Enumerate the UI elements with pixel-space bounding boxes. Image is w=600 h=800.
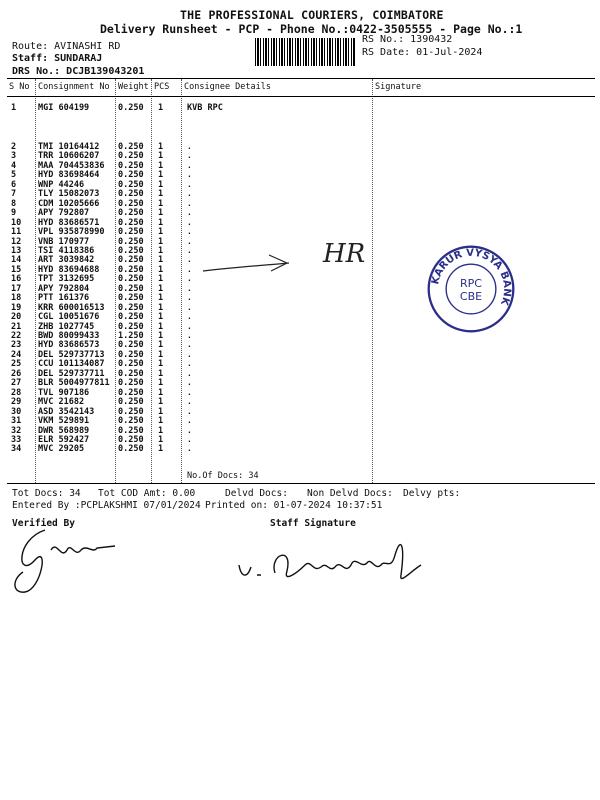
- row-pcs: 1: [158, 198, 164, 209]
- barcode: [255, 38, 355, 66]
- row-pcs: 1: [158, 227, 164, 238]
- row-sno: 7: [11, 189, 17, 200]
- row-consignment-no: APY 792804: [38, 283, 90, 294]
- row-sno: 32: [11, 425, 22, 436]
- col-weight: Weight: [118, 82, 149, 92]
- row-consignment-no: ART 3039842: [38, 255, 95, 266]
- row-weight: 0.250: [118, 160, 144, 171]
- row-consignee-details: .: [187, 434, 192, 444]
- row-sno: 19: [11, 302, 22, 313]
- verifier-signature: [5, 520, 125, 600]
- row-consignee-details: .: [187, 293, 192, 303]
- row-weight: 0.250: [118, 444, 144, 455]
- row-sno: 25: [11, 359, 22, 370]
- row-consignment-no: ZHB 1027745: [38, 321, 95, 332]
- row-sno: 14: [11, 255, 22, 266]
- row-weight: 0.250: [118, 359, 144, 370]
- row-sno: 30: [11, 406, 22, 417]
- row-weight: 0.250: [118, 293, 144, 304]
- row-consignee-details: .: [187, 340, 192, 350]
- row-consignee-details: .: [187, 217, 192, 227]
- row-pcs: 1: [158, 321, 164, 332]
- row-pcs: 1: [158, 406, 164, 417]
- row-consignee-details: .: [187, 321, 192, 331]
- row-sno: 28: [11, 387, 22, 398]
- row-consignee-details: .: [187, 359, 192, 369]
- row-sno: 26: [11, 368, 22, 379]
- row-weight: 0.250: [118, 283, 144, 294]
- row-weight: 0.250: [118, 321, 144, 332]
- row-consignee-details: .: [187, 264, 192, 274]
- row-weight: 0.250: [118, 312, 144, 323]
- row-weight: 0.250: [118, 179, 144, 190]
- row-weight: 0.250: [118, 142, 144, 152]
- row-sno: 29: [11, 397, 22, 408]
- row-weight: 0.250: [118, 255, 144, 266]
- runsheet-table: [7, 78, 595, 484]
- row-consignee-details: .: [187, 179, 192, 189]
- row-consignment-no: TLY 15082073: [38, 189, 100, 200]
- row-consignment-no: MVC 29205: [38, 444, 85, 455]
- bank-stamp: [425, 243, 517, 335]
- row-pcs: 1: [158, 283, 164, 294]
- row-sno: 21: [11, 321, 22, 332]
- entered-by: Entered By :PCPLAKSHMI 07/01/2024: [12, 500, 201, 511]
- staff: Staff: SUNDARAJ: [12, 53, 103, 64]
- row-consignment-no: VPL 935878990: [38, 227, 105, 238]
- row-sno: 17: [11, 283, 22, 294]
- row-consignee-details: .: [187, 378, 192, 388]
- row-sno: 24: [11, 349, 22, 360]
- row-consignment-no: BLR 5004977811: [38, 378, 110, 389]
- row-consignee-details: .: [187, 151, 192, 161]
- row-consignee-details: .: [187, 331, 192, 340]
- row-pcs: 1: [158, 312, 164, 323]
- total-cod: Tot COD Amt: 0.00: [98, 488, 196, 499]
- row-consignment-no: TPT 3132695: [38, 274, 95, 285]
- row-weight: 1.250: [118, 331, 144, 341]
- row-consignee-details: .: [187, 425, 192, 435]
- row-pcs: 1: [158, 103, 164, 113]
- table-header: [7, 79, 595, 97]
- row-pcs: 1: [158, 378, 164, 389]
- row-weight: 0.250: [118, 198, 144, 209]
- row-consignment-no: MVC 21682: [38, 397, 85, 408]
- row-weight: 0.250: [118, 387, 144, 398]
- row-consignee-details: .: [187, 170, 192, 180]
- row-weight: 0.250: [118, 397, 144, 408]
- row-sno: 2: [11, 142, 17, 152]
- row-sno: 27: [11, 378, 22, 389]
- row-pcs: 1: [158, 255, 164, 266]
- no-of-docs: No.Of Docs: 34: [187, 471, 259, 481]
- col-signature: Signature: [375, 82, 422, 92]
- row-weight: 0.250: [118, 170, 144, 181]
- row-weight: 0.250: [118, 425, 144, 436]
- row-weight: 0.250: [118, 189, 144, 200]
- row-consignment-no: APY 792807: [38, 208, 90, 219]
- row-pcs: 1: [158, 397, 164, 408]
- col-consignment: Consignment No: [38, 82, 110, 92]
- row-weight: 0.250: [118, 217, 144, 228]
- row-consignment-no: VNB 170977: [38, 236, 90, 247]
- row-sno: 6: [11, 179, 17, 190]
- row-consignment-no: TVL 907186: [38, 387, 90, 398]
- row-consignment-no: DEL 529737713: [38, 349, 105, 360]
- row-pcs: 1: [158, 160, 164, 171]
- row-consignee-details: .: [187, 255, 192, 265]
- row-pcs: 1: [158, 387, 164, 398]
- col-consignee: Consignee Details: [184, 82, 271, 92]
- row-weight: 0.250: [118, 208, 144, 219]
- row-consignee-details: .: [187, 368, 192, 378]
- row-consignment-no: MAA 704453836: [38, 160, 105, 171]
- row-weight: 0.250: [118, 378, 144, 389]
- row-consignee-details: .: [187, 397, 192, 407]
- row-consignee-details: .: [187, 406, 192, 416]
- delivery-points: Delvy pts:: [403, 488, 461, 499]
- row-sno: 18: [11, 293, 22, 304]
- row-sno: 13: [11, 245, 22, 256]
- row-consignee-details: .: [187, 387, 192, 397]
- row-weight: 0.250: [118, 416, 144, 427]
- row-consignee-details: .: [187, 198, 192, 208]
- row-sno: 4: [11, 160, 17, 171]
- row-pcs: 1: [158, 302, 164, 313]
- row-consignment-no: CCU 101134087: [38, 359, 105, 370]
- row-sno: 16: [11, 274, 22, 285]
- stamp-center-1: RPC: [459, 277, 483, 291]
- row-consignee-details: .: [187, 208, 192, 218]
- row-weight: 0.250: [118, 302, 144, 313]
- rs-date: RS Date: 01-Jul-2024: [362, 47, 483, 58]
- drs-number: DRS No.: DCJB139043201: [12, 66, 145, 77]
- row-weight: 0.250: [118, 264, 144, 275]
- row-consignee-details: .: [187, 444, 192, 454]
- row-consignee-details: .: [187, 142, 192, 151]
- stamp-center-2: CBE: [459, 290, 483, 304]
- row-pcs: 1: [158, 444, 164, 455]
- row-pcs: 1: [158, 331, 164, 341]
- row-weight: 0.250: [118, 274, 144, 285]
- row-sno: 12: [11, 236, 22, 247]
- row-pcs: 1: [158, 434, 164, 445]
- row-consignee-details: KVB RPC: [187, 103, 223, 113]
- row-sno: 34: [11, 444, 22, 455]
- row-pcs: 1: [158, 349, 164, 360]
- handwritten-mark: HR: [323, 239, 366, 269]
- row-consignment-no: TRR 10606207: [38, 151, 100, 162]
- row-pcs: 1: [158, 142, 164, 152]
- row-weight: 0.250: [118, 368, 144, 379]
- row-weight: 0.250: [118, 349, 144, 360]
- row-sno: 5: [11, 170, 17, 181]
- row-consignee-details: .: [187, 189, 192, 199]
- col-pcs: PCS: [154, 82, 170, 92]
- row-pcs: 1: [158, 359, 164, 370]
- row-pcs: 1: [158, 151, 164, 162]
- row-consignee-details: .: [187, 227, 192, 237]
- stamp-ring-text: KARUR VYSYA BANK: [430, 247, 513, 307]
- row-sno: 22: [11, 331, 22, 341]
- rs-number: RS No.: 1390432: [362, 34, 453, 45]
- row-pcs: 1: [158, 274, 164, 285]
- row-sno: 23: [11, 340, 22, 351]
- row-weight: 0.250: [118, 236, 144, 247]
- row-pcs: 1: [158, 416, 164, 427]
- row-consignment-no: BWD 80099433: [38, 331, 100, 341]
- row-consignee-details: .: [187, 236, 192, 246]
- row-weight: 0.250: [118, 340, 144, 351]
- row-sno: 11: [11, 227, 22, 238]
- row-pcs: 1: [158, 368, 164, 379]
- col-sno: S No: [9, 82, 30, 92]
- row-consignee-details: .: [187, 160, 192, 170]
- row-consignment-no: ELR 592427: [38, 434, 90, 445]
- row-consignment-no: TSI 4118386: [38, 245, 95, 256]
- row-sno: 10: [11, 217, 22, 228]
- row-pcs: 1: [158, 217, 164, 228]
- row-pcs: 1: [158, 236, 164, 247]
- row-pcs: 1: [158, 340, 164, 351]
- row-consignee-details: .: [187, 283, 192, 293]
- runsheet-subtitle: Delivery Runsheet - PCP - Phone No.:0422-3505555 - Page No.:1: [100, 22, 523, 36]
- non-delivered-docs: Non Delvd Docs:: [307, 488, 393, 499]
- row-consignment-no: HYD 83686573: [38, 340, 100, 351]
- row-pcs: 1: [158, 245, 164, 256]
- company-name: THE PROFESSIONAL COURIERS, COIMBATORE: [180, 8, 444, 22]
- row-consignee-details: .: [187, 302, 192, 312]
- row-consignee-details: .: [187, 349, 192, 359]
- row-sno: 9: [11, 208, 17, 219]
- row-consignment-no: HYD 83686571: [38, 217, 100, 228]
- row-consignment-no: DEL 529737711: [38, 368, 105, 379]
- row-consignee-details: .: [187, 312, 192, 322]
- row-pcs: 1: [158, 425, 164, 436]
- row-pcs: 1: [158, 179, 164, 190]
- row-consignment-no: ASD 3542143: [38, 406, 95, 417]
- row-consignee-details: .: [187, 274, 192, 284]
- row-sno: 33: [11, 434, 22, 445]
- row-consignment-no: HYD 83694688: [38, 264, 100, 275]
- row-weight: 0.250: [118, 406, 144, 417]
- row-weight: 0.250: [118, 227, 144, 238]
- row-consignee-details: .: [187, 245, 192, 255]
- row-weight: 0.250: [118, 151, 144, 162]
- printed-on: Printed on: 01-07-2024 10:37:51: [205, 500, 383, 511]
- row-consignment-no: CGL 10051676: [38, 312, 100, 323]
- row-pcs: 1: [158, 189, 164, 200]
- row-consignment-no: TMI 10164412: [38, 142, 100, 152]
- row-sno: 3: [11, 151, 17, 162]
- staff-signature: [235, 525, 435, 595]
- row-pcs: 1: [158, 208, 164, 219]
- staff-signature-label: Staff Signature: [270, 518, 356, 529]
- route: Route: AVINASHI RD: [12, 41, 121, 52]
- total-docs: Tot Docs: 34: [12, 488, 81, 499]
- row-sno: 20: [11, 312, 22, 323]
- row-pcs: 1: [158, 293, 164, 304]
- row-weight: 0.250: [118, 103, 144, 113]
- row-weight: 0.250: [118, 434, 144, 445]
- row-consignment-no: MGI 604199: [38, 103, 90, 113]
- row-consignee-details: .: [187, 416, 192, 426]
- row-weight: 0.250: [118, 245, 144, 256]
- row-consignment-no: PTT 161376: [38, 293, 90, 304]
- row-pcs: 1: [158, 264, 164, 275]
- row-consignment-no: CDM 10205666: [38, 198, 100, 209]
- row-sno: 31: [11, 416, 22, 427]
- row-consignment-no: WNP 44246: [38, 179, 85, 190]
- row-pcs: 1: [158, 170, 164, 181]
- row-sno: 1: [11, 103, 17, 113]
- row-sno: 8: [11, 198, 17, 209]
- row-consignment-no: KRR 600016513: [38, 302, 105, 313]
- delivered-docs: Delvd Docs:: [225, 488, 288, 499]
- row-consignment-no: HYD 83698464: [38, 170, 100, 181]
- row-consignment-no: DWR 568989: [38, 425, 90, 436]
- row-sno: 15: [11, 264, 22, 275]
- row-consignment-no: VKM 529891: [38, 416, 90, 427]
- verified-by-label: Verified By: [12, 518, 75, 529]
